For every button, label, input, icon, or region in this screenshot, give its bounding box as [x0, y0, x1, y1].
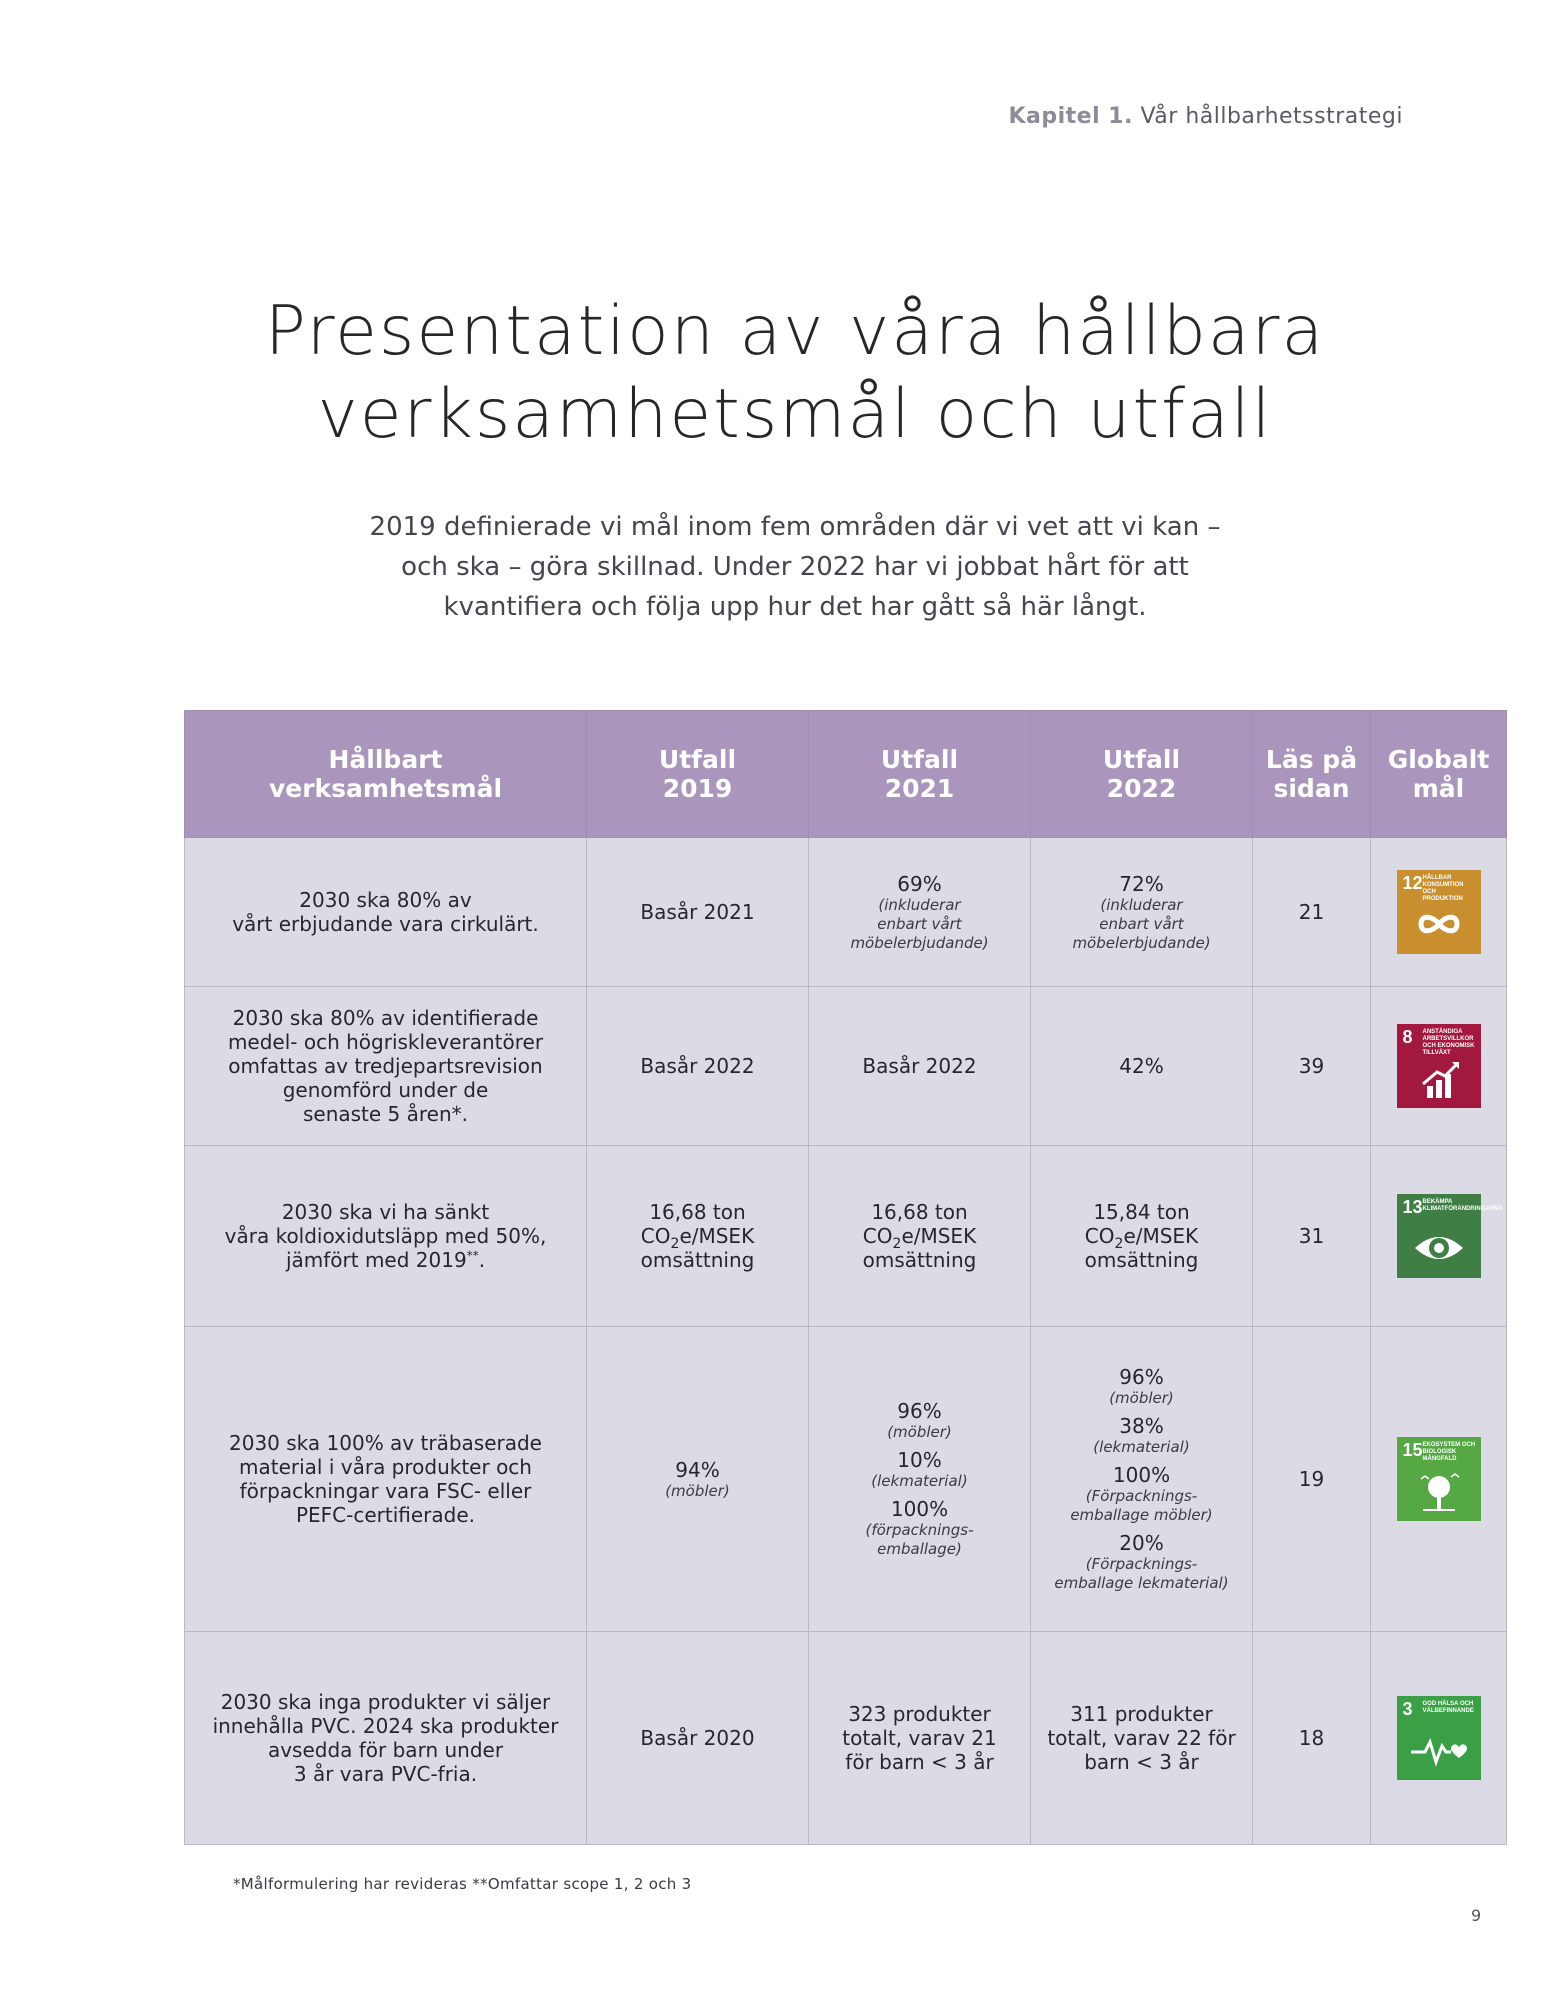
- intro-line-1: 2019 definierade vi mål inom fem områden där vi vet att vi kan –: [369, 512, 1221, 542]
- goal-cell: 2030 ska vi ha sänkt våra koldioxidutsläpp med 50%, jämfört med 2019**.: [185, 1146, 587, 1327]
- header-page: Läs på sidan: [1253, 711, 1371, 838]
- outcome-2019-cell: Basår 2021: [587, 838, 809, 987]
- sdg-label: GOD HÄLSA OCH VÄLBEFINNANDE: [1422, 1701, 1474, 1714]
- goals-table: [184, 710, 1507, 1845]
- header-global: Globalt mål: [1371, 711, 1507, 838]
- goal-cell: 2030 ska 80% av identifierade medel- och högriskleverantörer omfattas av tredjepartsrevision genomförd under de senaste 5 åren*.: [185, 987, 587, 1146]
- sdg-15-badge: [1397, 1437, 1481, 1521]
- page-number: 9: [1471, 1906, 1482, 1925]
- outcome-2019-cell: Basår 2020: [587, 1632, 809, 1845]
- sdg-3-badge: [1397, 1696, 1481, 1780]
- outcome-2021-cell: 69% (inkluderar enbart vårt möbelerbjudande): [809, 838, 1031, 987]
- header-goal: Hållbart verksamhetsmål: [185, 711, 587, 838]
- page-title: [0, 290, 1555, 456]
- sdg-label: BEKÄMPA KLIMATFÖRÄNDRINGARNA: [1422, 1199, 1503, 1212]
- footnote: *Målformulering har revideras **Omfattar scope 1, 2 och 3: [233, 1875, 692, 1893]
- sdg-number: 3: [1402, 1699, 1413, 1719]
- intro-line-2: och ska – göra skillnad. Under 2022 har vi jobbat hårt för att: [401, 552, 1189, 582]
- sdg-12-badge: [1397, 870, 1481, 954]
- sdg-label: HÅLLBAR KONSUMTION OCH PRODUKTION: [1422, 875, 1464, 902]
- goal-cell: 2030 ska 80% av vårt erbjudande vara cirkulärt.: [185, 838, 587, 987]
- outcome-2021-cell: 96% (möbler) 10% (lekmaterial) 100% (förpacknings- emballage): [809, 1327, 1031, 1632]
- sdg-8-badge: [1397, 1024, 1481, 1108]
- chapter-header: [1008, 104, 1403, 129]
- table-row: [185, 838, 1507, 987]
- goal-cell: 2030 ska 100% av träbaserade material i våra produkter och förpackningar vara FSC- eller PEFC-certifierade.: [185, 1327, 587, 1632]
- outcome-2022-cell: 96% (möbler) 38% (lekmaterial) 100% (Förpacknings- emballage möbler) 20% (Förpacknings- emballage lekmaterial): [1031, 1327, 1253, 1632]
- header-2022: Utfall 2022: [1031, 711, 1253, 838]
- outcome-2022-cell: 72% (inkluderar enbart vårt möbelerbjudande): [1031, 838, 1253, 987]
- outcome-2022-cell: 42%: [1031, 987, 1253, 1146]
- sdg-cell: [1371, 1327, 1507, 1632]
- table-row: [185, 987, 1507, 1146]
- table-row: [185, 1327, 1507, 1632]
- outcome-2021-cell: 16,68 ton $CO_2e$/MSEK omsättning: [809, 1146, 1031, 1327]
- table-row: [185, 1146, 1507, 1327]
- intro-line-3: kvantifiera och följa upp hur det har gått så här långt.: [443, 592, 1147, 622]
- outcome-2022-cell: 311 produkter totalt, varav 22 för barn < 3 år: [1031, 1632, 1253, 1845]
- page-ref-cell: 39: [1253, 987, 1371, 1146]
- page-ref-cell: 21: [1253, 838, 1371, 987]
- header-2019: Utfall 2019: [587, 711, 809, 838]
- chapter-label: Kapitel 1.: [1008, 104, 1133, 129]
- intro-text: [0, 507, 1555, 627]
- page-ref-cell: 19: [1253, 1327, 1371, 1632]
- sdg-cell: [1371, 838, 1507, 987]
- chapter-title: Vår hållbarhetsstrategi: [1140, 104, 1403, 129]
- sdg-number: 15: [1402, 1440, 1423, 1460]
- outcome-2019-cell: 16,68 ton $CO_2e$/MSEK omsättning: [587, 1146, 809, 1327]
- sdg-number: 12: [1402, 873, 1423, 893]
- sdg-cell: [1371, 1146, 1507, 1327]
- outcome-2019-cell: 94% (möbler): [587, 1327, 809, 1632]
- header-2021: Utfall 2021: [809, 711, 1031, 838]
- outcome-2021-cell: 323 produkter totalt, varav 21 för barn < 3 år: [809, 1632, 1031, 1845]
- sdg-cell: [1371, 1632, 1507, 1845]
- page-ref-cell: 31: [1253, 1146, 1371, 1327]
- table-header-row: [185, 711, 1507, 838]
- outcome-2021-cell: Basår 2022: [809, 987, 1031, 1146]
- sdg-label: ANSTÄNDIGA ARBETSVILLKOR OCH EKONOMISK TILLVÄXT: [1422, 1029, 1475, 1056]
- page-ref-cell: 18: [1253, 1632, 1371, 1845]
- title-line-1: Presentation av våra hållbara: [264, 292, 1326, 371]
- sdg-cell: [1371, 987, 1507, 1146]
- outcome-2019-cell: Basår 2022: [587, 987, 809, 1146]
- outcome-2022-cell: 15,84 ton $CO_2e$/MSEK omsättning: [1031, 1146, 1253, 1327]
- goal-cell: 2030 ska inga produkter vi säljer innehålla PVC. 2024 ska produkter avsedda för barn under 3 år vara PVC-fria.: [185, 1632, 587, 1845]
- title-line-2: verksamhetsmål och utfall: [317, 375, 1273, 454]
- sdg-13-badge: [1397, 1194, 1503, 1278]
- sdg-number: 8: [1402, 1027, 1413, 1047]
- sdg-label: EKOSYSTEM OCH BIOLOGISK MÅNGFALD: [1422, 1442, 1476, 1462]
- table-row: [185, 1632, 1507, 1845]
- sdg-number: 13: [1402, 1197, 1423, 1217]
